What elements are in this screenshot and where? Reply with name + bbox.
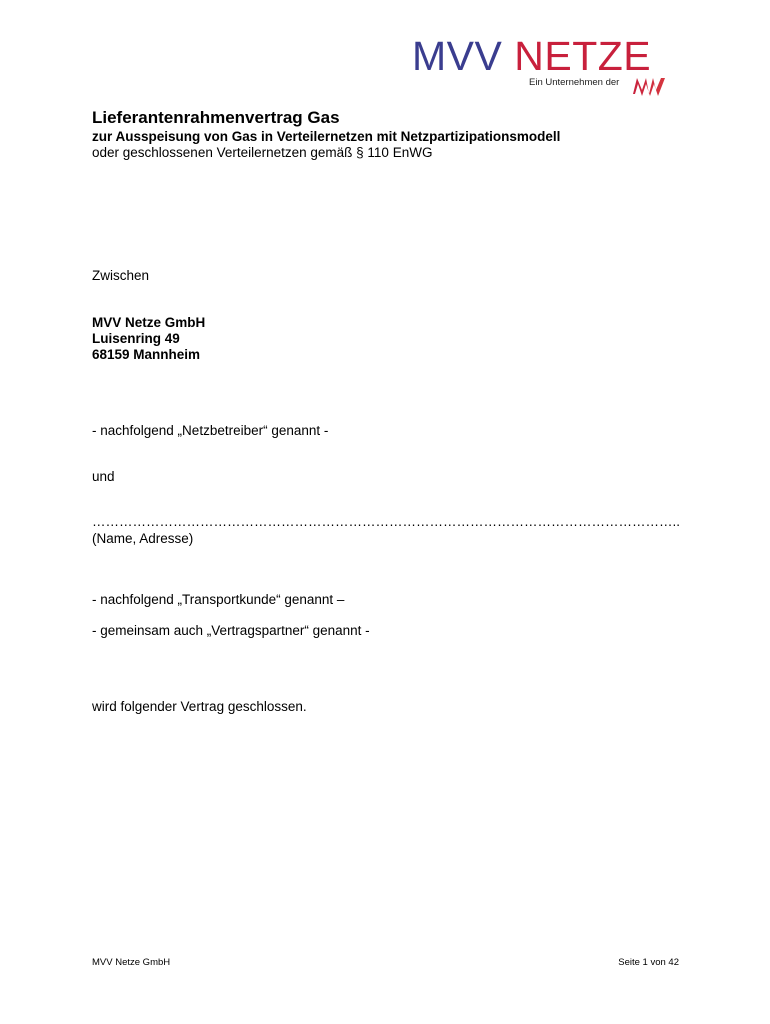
logo-wordmark (412, 33, 652, 79)
between-label: Zwischen (92, 268, 150, 283)
document-subtitle-bold: zur Ausspeisung von Gas in Verteilernetzen mit Netzpartizipationsmodell (92, 129, 561, 144)
customer-blank-caption: (Name, Adresse) (92, 531, 194, 546)
mvv-brand-mark-icon (631, 74, 669, 98)
footer-company: MVV Netze GmbH (92, 957, 171, 968)
operator-street: Luisenring 49 (92, 331, 180, 346)
footer-page-number: Seite 1 von 42 (618, 957, 679, 968)
operator-name: MVV Netze GmbH (92, 315, 206, 330)
customer-blank-line: ………………………………………………………………………………………………………………….. (92, 514, 681, 529)
document-subtitle: oder geschlossenen Verteilernetzen gemäß § 110 EnWG (92, 145, 433, 160)
customer-role: - nachfolgend „Transportkunde“ genannt – (92, 592, 345, 607)
parties-role: - gemeinsam auch „Vertragspartner“ genannt - (92, 623, 370, 638)
company-logo (412, 33, 672, 102)
logo-tagline: Ein Unternehmen der (529, 77, 620, 88)
and-label: und (92, 469, 115, 484)
closing-sentence: wird folgender Vertrag geschlossen. (92, 699, 307, 714)
logo-mvv: MVV (412, 33, 503, 79)
operator-city: 68159 Mannheim (92, 347, 201, 362)
operator-role: - nachfolgend „Netzbetreiber“ genannt - (92, 423, 329, 438)
logo-netze: NETZE (514, 33, 652, 79)
document-title: Lieferantenrahmenvertrag Gas (92, 108, 340, 127)
